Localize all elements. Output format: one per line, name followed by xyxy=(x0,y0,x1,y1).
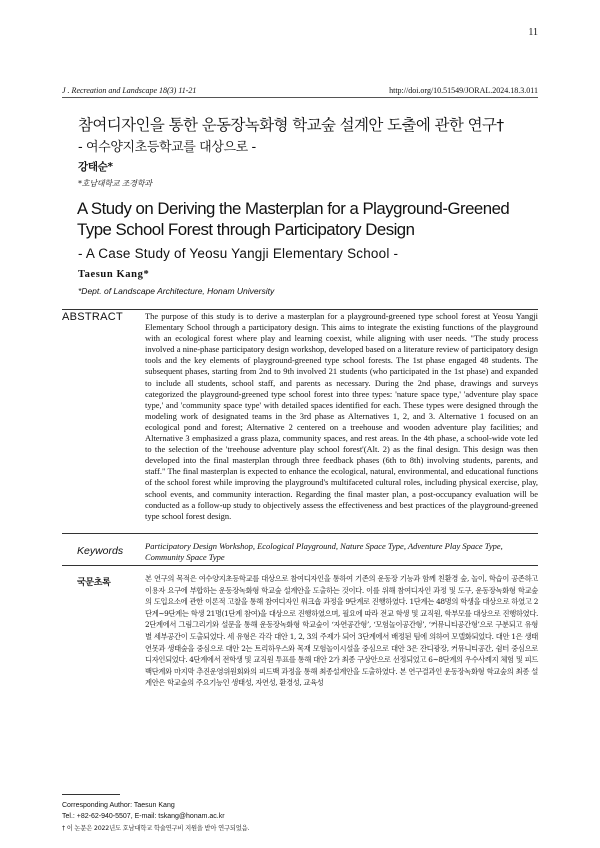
keywords-list: Participatory Design Workshop, Ecological Playground, Nature Space Type, Adventure Play Space Type, Community Space Type xyxy=(145,541,503,562)
english-affiliation: *Dept. of Landscape Architecture, Honam University xyxy=(78,286,275,296)
author-contact: Tel.: +82-62-940-5507, E-mail: tskang@honam.ac.kr xyxy=(62,813,225,820)
korean-abstract-label: 국문초록 xyxy=(77,578,111,588)
corresponding-author: Corresponding Author: Taesun Kang xyxy=(62,802,175,809)
doi-link[interactable]: http://doi.org/10.51549/JORAL.2024.18.3.011 xyxy=(389,86,538,95)
journal-citation: J . Recreation and Landscape 18(3) 11-21 xyxy=(62,86,197,95)
footnote-divider xyxy=(62,794,120,795)
korean-affiliation: *호남대학교 조경학과 xyxy=(78,179,152,188)
english-subtitle: - A Case Study of Yeosu Yangji Elementary School - xyxy=(78,246,399,261)
english-author: Taesun Kang* xyxy=(78,269,150,280)
korean-subtitle: - 여수양지초등학교를 대상으로 - xyxy=(78,140,256,155)
keywords-label: Keywords xyxy=(77,545,124,557)
header-divider xyxy=(62,97,538,98)
korean-author: 강태순* xyxy=(78,161,113,173)
korean-title: 참여디자인을 통한 운동장녹화형 학교숲 설계안 도출에 관한 연구† xyxy=(78,116,504,134)
abstract-top-rule xyxy=(62,309,538,310)
keywords-bottom-rule xyxy=(62,565,538,566)
funding-note: † 이 논문은 2022년도 호남대학교 학술연구비 지원을 받아 연구되었음. xyxy=(62,825,250,832)
keywords-top-rule xyxy=(62,533,538,534)
korean-abstract-body: 본 연구의 목적은 여수양지초등학교를 대상으로 참여디자인을 통하여 기존의 운동장 기능과 함께 친환경 숲, 놀이, 학습이 공존하고 이용자 요구에 부합하는 운동장녹화형 학교숲 설계안을 도출하는 것이다. 이를 위해 참여디자인 과정 및 도구, 운동장녹화형 학교숲의 도입요소에 관한 이론적 고찰을 통해 참여디자인 워크숍 과정을 9단계로 진행하였다. 1단계는 48명의 학생을 대상으로 하였고 2단계~9단계는 학생 21명(1단계 참여)을 대상으로 진행하였으며, 필요에 따라 전교 학생 및 교직원, 학부모를 대상으로 진행하였다. 2단계에서 그림그리기와 설문을 통해 운동장녹화형 학교숲이 ‘자연공간형’, ‘모험놀이공간형’, ‘커뮤니티공간형’으로 구분되고 유형별 세부공간이 도출되었다. 세 유형은 각각 대안 1, 2, 3의 주제가 되어 3단계에서 배정된 팀에 의하여 모델화되었다. 대안 1은 생태연못과 생태숲을 중심으로 대안 2는 트리하우스와 목재 모험놀이시설을 중심으로 대안 3은 잔디광장, 커뮤니티공간, 쉼터 중심으로 디자인되었다. 4단계에서 전학생 및 교직원 투표를 통해 대안 2가 최종 구상안으로 선정되었고 6~8단계의 우수사례지 체험 및 피드백단계와 마지막 추진운영위원회와의 피드백 과정을 통해 최종설계안을 도출하였다. 본 연구결과인 운동장녹화형 학교숲의 최종 설계안은 학교숲의 주요기능인 생태성, 자연성, 환경성, 교육성 xyxy=(145,574,538,688)
abstract-label: ABSTRACT xyxy=(62,311,124,323)
english-title: A Study on Deriving the Masterplan for a Playground-Greened Type School Forest through Participatory Design xyxy=(77,199,510,239)
page-number: 11 xyxy=(528,27,538,38)
abstract-body: The purpose of this study is to derive a masterplan for a playground-greened type school forest at Yeosu Yangji Elementary School through a participatory design. This aims to integrate the existing functions of the playground with an ecological forest where play and learning coexist, while aligning with user needs. "The study process involved a nine-phase participatory design workshop, developed based on a literature review of participatory design tools and the key elements of playground-greened type school forests. The 1st phase engaged 48 students. The subsequent phases, starting from 2nd to 9th involved 21 students (who participated in the 1st phase) and expanded to include all students, school staff, and parents as necessary. During the 2nd phase, drawings and surveys categorized the playground-greened type school forest into three types: 'nature space type,' 'adventure play space type,' and 'community space type' with detailed spaces identified for each. These types were designed through the modeling work of designated teams in the 3rd phase as Alternatives 1, 2, and 3. Alternative 1 focused on an ecological pond and forest; Alternative 2 centered on a treehouse and wooden adventure play facilities; and Alternative 3 emphasized a grass plaza, community spaces, and rest areas. In the 4th phase, a school-wide vote led to the selection of the 'treehouse adventure play school forest'(Alt. 2) as the final design. This design was then developed into the final masterplan through three feedback phases (6th to 8th) involving students, parents, and staff." The final masterplan is expected to enhance the ecological, natural, environmental, and educational functions of the school forest while improving the playground's multifaceted cultural roles, including physical exercise, play, school events, and community interaction. Regarding the final master plan, a post-occupancy evaluation will be conducted as a follow-up study to objectively assess the effectiveness and best practices of the playground-greened type school forest design. xyxy=(145,311,538,521)
